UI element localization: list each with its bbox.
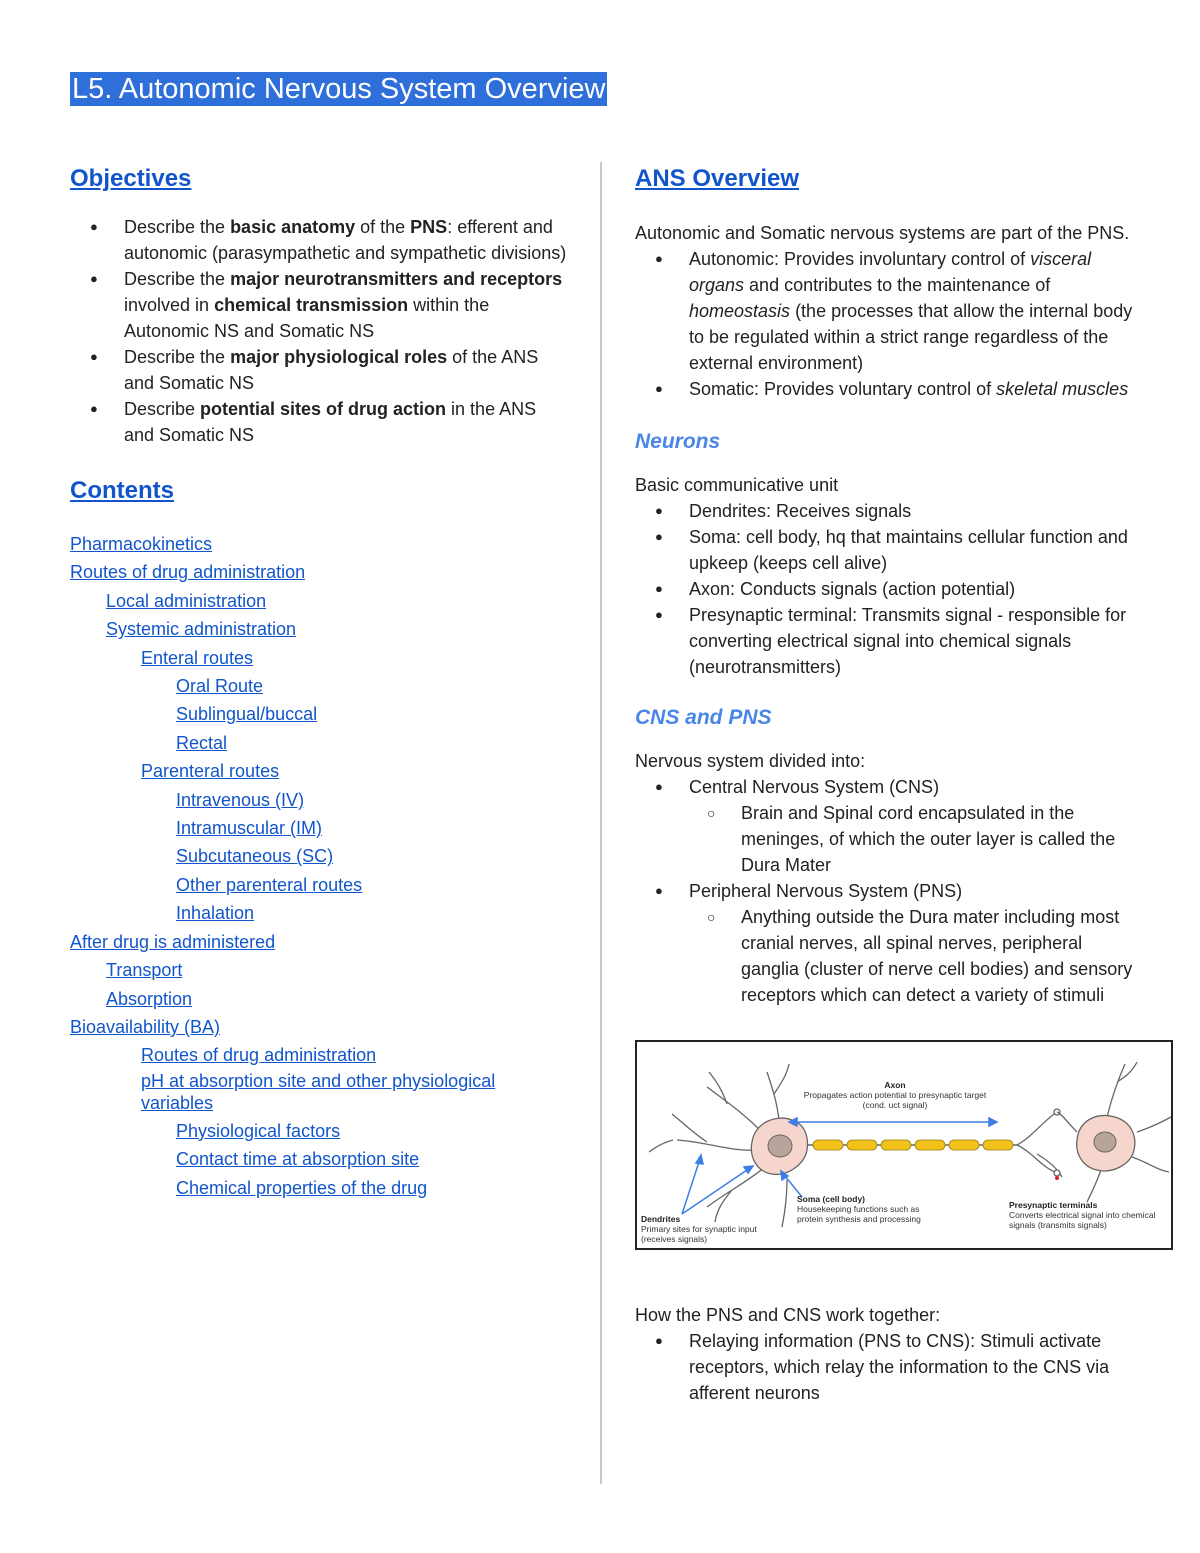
table-of-contents: [70, 530, 570, 1202]
list-item: ● Presynaptic terminal: Transmits signal - responsible for converting electrical signal into chemical signals (neurotransmitters): [635, 602, 1135, 680]
toc-link-ba-routes[interactable]: Routes of drug administration: [141, 1045, 377, 1066]
list-item: ● Describe the basic anatomy of the PNS: efferent and autonomic (parasympathetic and sympathetic divisions): [70, 214, 570, 266]
toc-link-other-parenteral[interactable]: Other parenteral routes: [176, 874, 363, 895]
synapse-marker: [1055, 1176, 1059, 1180]
list-item: ● Autonomic: Provides involuntary control of visceral organs and contributes to the maintenance of homeostasis (the processes that allow the internal body to be regulated within a strict range regardless of the external environment): [635, 246, 1135, 376]
sub-list-item: ○ Anything outside the Dura mater including most cranial nerves, all spinal nerves, peripheral ganglia (cluster of nerve cell bodies) and sensory receptors which can detect a variety of stimuli: [689, 904, 1135, 1008]
toc-link-pharmacokinetics[interactable]: Pharmacokinetics: [70, 534, 213, 554]
toc-link-sublingual[interactable]: Sublingual/buccal: [176, 704, 318, 725]
toc-link-iv[interactable]: Intravenous (IV): [176, 789, 305, 810]
objectives-list: [70, 214, 570, 448]
page-title: L5. Autonomic Nervous System Overview: [72, 73, 606, 105]
list-item: ● Somatic: Provides voluntary control of skeletal muscles: [635, 376, 1135, 402]
axon-terminals: [1017, 1109, 1062, 1177]
neuron-diagram: [635, 1040, 1173, 1250]
nucleus-right: [1094, 1132, 1116, 1152]
toc-link-im[interactable]: Intramuscular (IM): [176, 818, 323, 839]
toc-link-absorption[interactable]: Absorption: [106, 988, 193, 1009]
list-item: ● Peripheral Nervous System (PNS) ○ Anything outside the Dura mater including most cranial nerves, all spinal nerves, peripheral ganglia (cluster of nerve cell bodies) and sensory receptors which can detect a variety of stimuli: [635, 878, 1135, 1008]
soma-label: Soma (cell body) Housekeeping functions such as protein synthesis and processing: [797, 1194, 921, 1224]
left-column: [70, 160, 570, 1202]
neurons-heading: Neurons: [635, 430, 721, 453]
cns-pns-intro: Nervous system divided into:: [635, 751, 866, 771]
toc-link-chemical[interactable]: Chemical properties of the drug: [176, 1177, 428, 1198]
cns-pns-heading: CNS and PNS: [635, 706, 772, 729]
cns-pns-list: [635, 774, 1135, 1008]
list-item: ● Describe potential sites of drug action in the ANS and Somatic NS: [70, 396, 570, 448]
right-column: [635, 160, 1156, 1406]
toc-link-sc[interactable]: Subcutaneous (SC): [176, 846, 334, 867]
toc-link-oral[interactable]: Oral Route: [176, 676, 264, 697]
list-item: ● Describe the major physiological roles of the ANS and Somatic NS: [70, 344, 570, 396]
toc-link-local[interactable]: Local administration: [106, 590, 267, 611]
toc-link-contact-time[interactable]: Contact time at absorption site: [176, 1149, 420, 1170]
objectives-heading: Objectives: [70, 165, 192, 192]
list-item: ● Central Nervous System (CNS) ○ Brain and Spinal cord encapsulated in the meninges, of which the outer layer is called the Dura Mater: [635, 774, 1135, 878]
ans-list: [635, 246, 1135, 402]
toc-link-bioavailability[interactable]: Bioavailability (BA): [70, 1016, 221, 1037]
list-item: ● Soma: cell body, hq that maintains cellular function and upkeep (keeps cell alive): [635, 524, 1135, 576]
contents-heading: Contents: [70, 477, 174, 504]
sub-list-item: ○ Brain and Spinal cord encapsulated in the meninges, of which the outer layer is called the Dura Mater: [689, 800, 1135, 878]
dendrites-label: Dendrites Primary sites for synaptic input (receives signals): [641, 1214, 757, 1244]
neurons-intro: Basic communicative unit: [635, 475, 839, 495]
toc-link-rectal[interactable]: Rectal: [176, 732, 228, 753]
list-item: ● Dendrites: Receives signals: [635, 498, 1135, 524]
ans-intro: Autonomic and Somatic nervous systems are part of the PNS.: [635, 223, 1130, 243]
list-item: ● Axon: Conducts signals (action potential): [635, 576, 1135, 602]
axon-label: Axon Propagates action potential to presynaptic target (cond. uct signal): [803, 1080, 987, 1110]
toc-link-ph[interactable]: pH at absorption site and other physiological variables: [141, 1070, 496, 1113]
list-item: ● Relaying information (PNS to CNS): Stimuli activate receptors, which relay the information to the CNS via afferent neurons: [635, 1328, 1135, 1406]
toc-link-physiological[interactable]: Physiological factors: [176, 1120, 341, 1141]
neurons-list: [635, 498, 1135, 680]
toc-link-systemic[interactable]: Systemic administration: [106, 619, 297, 640]
toc-link-routes[interactable]: Routes of drug administration: [70, 562, 306, 583]
toc-link-enteral[interactable]: Enteral routes: [141, 647, 254, 668]
toc-link-inhalation[interactable]: Inhalation: [176, 903, 255, 924]
nucleus-left: [768, 1135, 792, 1157]
list-item: ● Describe the major neurotransmitters and receptors involved in chemical transmission within the Autonomic NS and Somatic NS: [70, 266, 570, 344]
toc-link-parenteral[interactable]: Parenteral routes: [141, 761, 280, 782]
together-intro: How the PNS and CNS work together:: [635, 1305, 941, 1325]
toc-link-after-administered[interactable]: After drug is administered: [70, 931, 276, 952]
toc-link-transport[interactable]: Transport: [106, 960, 183, 981]
column-divider: [600, 162, 602, 1484]
ans-heading: ANS Overview: [635, 165, 800, 192]
presynaptic-label: Presynaptic terminals Converts electrical signal into chemical signals (transmits signals): [1009, 1200, 1156, 1230]
together-list: [635, 1328, 1135, 1406]
